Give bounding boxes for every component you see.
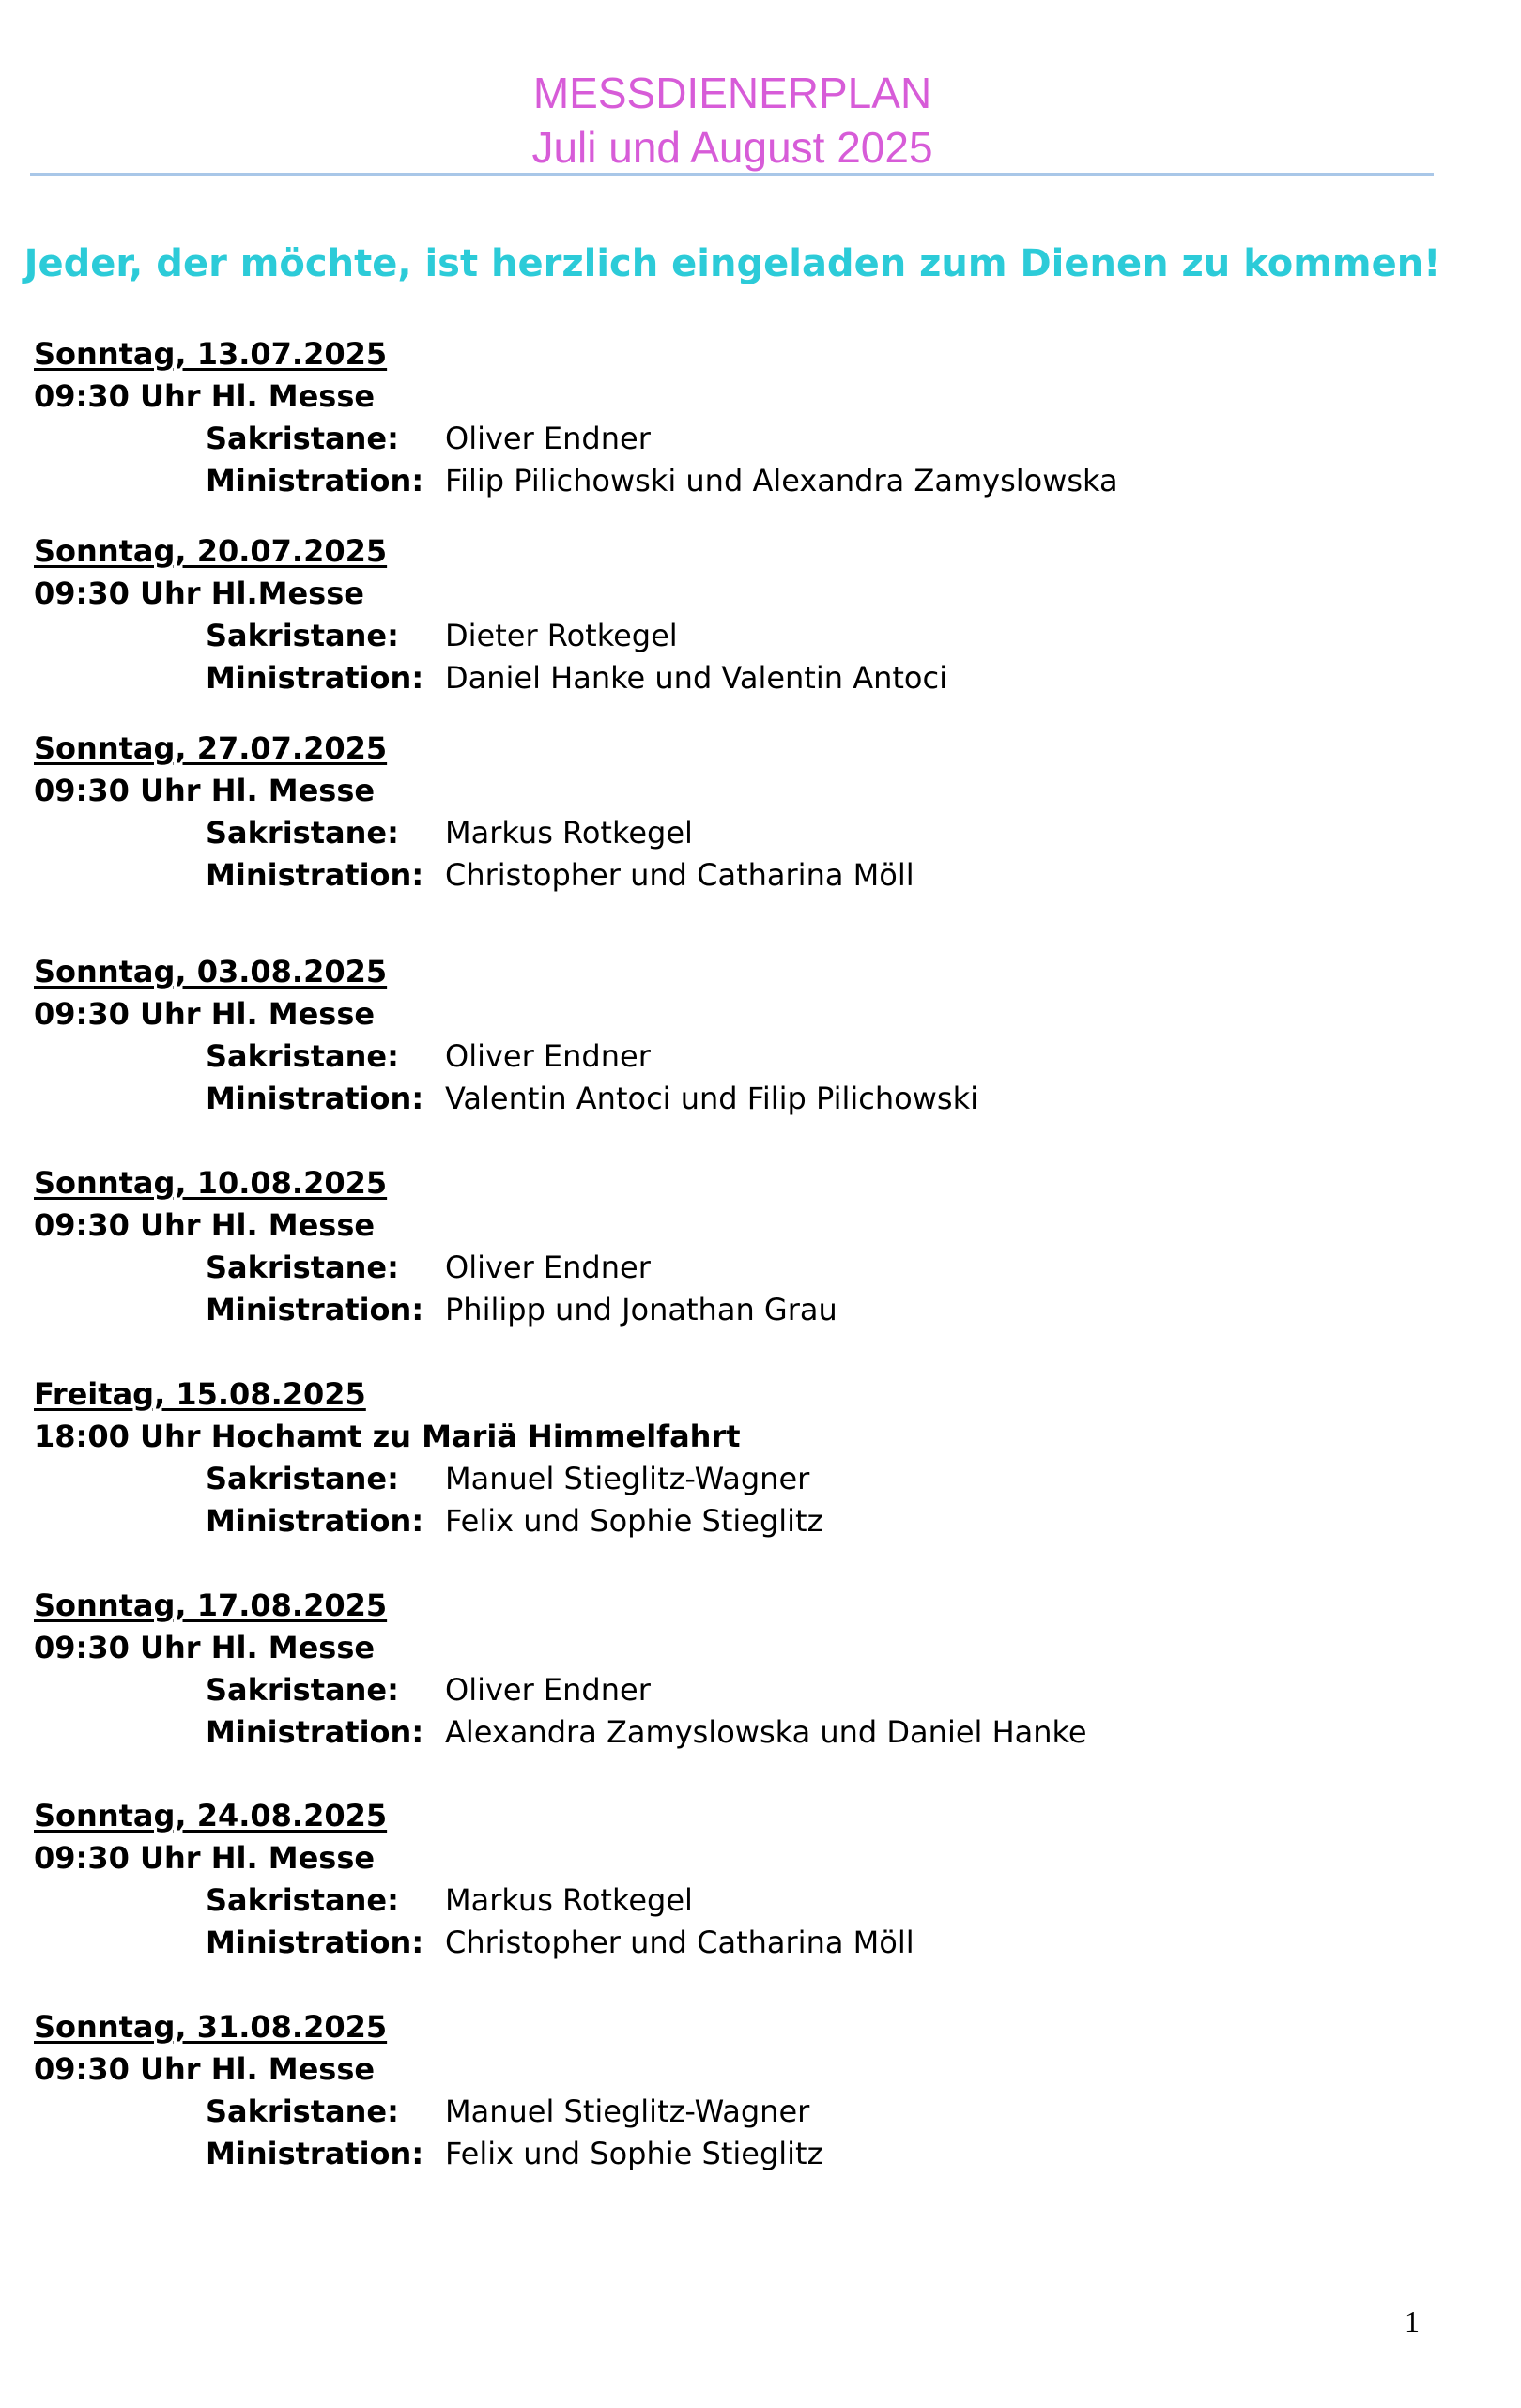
sacristan-label: Sakristane: bbox=[206, 1461, 399, 1496]
ministration-row bbox=[34, 2133, 1442, 2175]
sacristan-name: Dieter Rotkegel bbox=[445, 618, 678, 653]
ministration-names: Felix und Sophie Stieglitz bbox=[445, 2136, 823, 2171]
ministration-label: Ministration: bbox=[206, 857, 424, 893]
ministration-names: Felix und Sophie Stieglitz bbox=[445, 1503, 823, 1539]
entry-date: Sonntag, 10.08.2025 bbox=[34, 1165, 388, 1201]
entry-service: 09:30 Uhr Hl. Messe bbox=[34, 1840, 376, 1876]
schedule-entry bbox=[34, 1162, 1442, 1331]
document-subtitle: Juli und August 2025 bbox=[531, 123, 933, 172]
ministration-names: Valentin Antoci und Filip Pilichowski bbox=[445, 1081, 978, 1116]
sacristan-row bbox=[34, 1879, 1442, 1922]
schedule-entry bbox=[34, 2006, 1442, 2175]
sacristan-row bbox=[34, 812, 1442, 854]
sacristan-label: Sakristane: bbox=[206, 1882, 399, 1918]
ministration-row bbox=[34, 854, 1442, 897]
ministration-row bbox=[34, 1711, 1442, 1754]
sacristan-row bbox=[34, 615, 1442, 657]
ministration-names: Christopher und Catharina Möll bbox=[445, 857, 914, 893]
sacristan-name: Oliver Endner bbox=[445, 1672, 651, 1708]
entry-date: Sonntag, 17.08.2025 bbox=[34, 1587, 388, 1623]
entry-date: Sonntag, 27.07.2025 bbox=[34, 730, 388, 766]
sacristan-row bbox=[34, 2091, 1442, 2133]
sacristan-label: Sakristane: bbox=[206, 1672, 399, 1708]
entry-date: Freitag, 15.08.2025 bbox=[34, 1376, 366, 1412]
sacristan-name: Markus Rotkegel bbox=[445, 1882, 693, 1918]
ministration-names: Alexandra Zamyslowska und Daniel Hanke bbox=[445, 1714, 1087, 1750]
sacristan-name: Manuel Stieglitz-Wagner bbox=[445, 1461, 810, 1496]
ministration-row bbox=[34, 1922, 1442, 1964]
schedule-entry bbox=[34, 1585, 1442, 1754]
sacristan-name: Oliver Endner bbox=[445, 421, 651, 456]
ministration-names: Filip Pilichowski und Alexandra Zamyslowska bbox=[445, 463, 1118, 498]
ministration-label: Ministration: bbox=[206, 463, 424, 498]
ministration-label: Ministration: bbox=[206, 1925, 424, 1960]
entry-date: Sonntag, 03.08.2025 bbox=[34, 954, 388, 989]
ministration-label: Ministration: bbox=[206, 2136, 424, 2171]
schedule-entry bbox=[34, 728, 1442, 897]
ministration-row bbox=[34, 460, 1442, 502]
invitation-text: Jeder, der möchte, ist herzlich eingeladen zum Dienen zu kommen! bbox=[23, 242, 1441, 285]
page-number: 1 bbox=[1405, 2305, 1420, 2339]
entry-service: 09:30 Uhr Hl. Messe bbox=[34, 2051, 376, 2087]
header-divider bbox=[30, 173, 1434, 176]
sacristan-label: Sakristane: bbox=[206, 815, 399, 851]
schedule-entry bbox=[34, 530, 1442, 699]
document-header bbox=[0, 66, 1465, 175]
ministration-label: Ministration: bbox=[206, 1714, 424, 1750]
schedule-entry bbox=[34, 333, 1442, 502]
sacristan-row bbox=[34, 1458, 1442, 1500]
entry-date: Sonntag, 20.07.2025 bbox=[34, 533, 388, 569]
sacristan-name: Markus Rotkegel bbox=[445, 815, 693, 851]
sacristan-row bbox=[34, 1247, 1442, 1289]
ministration-names: Daniel Hanke und Valentin Antoci bbox=[445, 660, 947, 696]
sacristan-label: Sakristane: bbox=[206, 2094, 399, 2129]
ministration-label: Ministration: bbox=[206, 1503, 424, 1539]
ministration-names: Christopher und Catharina Möll bbox=[445, 1925, 914, 1960]
schedule-entry bbox=[34, 1795, 1442, 1964]
sacristan-row bbox=[34, 1035, 1442, 1078]
ministration-row bbox=[34, 1078, 1442, 1120]
entry-date: Sonntag, 13.07.2025 bbox=[34, 336, 388, 372]
sacristan-name: Oliver Endner bbox=[445, 1038, 651, 1074]
schedule-entry bbox=[34, 951, 1442, 1120]
sacristan-name: Manuel Stieglitz-Wagner bbox=[445, 2094, 810, 2129]
sacristan-label: Sakristane: bbox=[206, 618, 399, 653]
ministration-label: Ministration: bbox=[206, 1292, 424, 1327]
entry-service: 09:30 Uhr Hl.Messe bbox=[34, 575, 364, 611]
sacristan-label: Sakristane: bbox=[206, 421, 399, 456]
entry-date: Sonntag, 24.08.2025 bbox=[34, 1798, 388, 1833]
sacristan-name: Oliver Endner bbox=[445, 1250, 651, 1285]
sacristan-row bbox=[34, 1669, 1442, 1711]
ministration-row bbox=[34, 657, 1442, 699]
entry-service: 09:30 Uhr Hl. Messe bbox=[34, 1630, 376, 1665]
entry-service: 09:30 Uhr Hl. Messe bbox=[34, 773, 376, 808]
entry-service: 18:00 Uhr Hochamt zu Mariä Himmelfahrt bbox=[34, 1419, 741, 1454]
ministration-label: Ministration: bbox=[206, 1081, 424, 1116]
ministration-label: Ministration: bbox=[206, 660, 424, 696]
ministration-names: Philipp und Jonathan Grau bbox=[445, 1292, 837, 1327]
ministration-row bbox=[34, 1289, 1442, 1331]
entry-date: Sonntag, 31.08.2025 bbox=[34, 2009, 388, 2045]
entry-service: 09:30 Uhr Hl. Messe bbox=[34, 1207, 376, 1243]
sacristan-label: Sakristane: bbox=[206, 1038, 399, 1074]
entry-service: 09:30 Uhr Hl. Messe bbox=[34, 996, 376, 1032]
sacristan-label: Sakristane: bbox=[206, 1250, 399, 1285]
document-title: MESSDIENERPLAN bbox=[532, 69, 932, 117]
entry-service: 09:30 Uhr Hl. Messe bbox=[34, 378, 376, 414]
ministration-row bbox=[34, 1500, 1442, 1542]
sacristan-row bbox=[34, 418, 1442, 460]
schedule-entry bbox=[34, 1373, 1442, 1542]
